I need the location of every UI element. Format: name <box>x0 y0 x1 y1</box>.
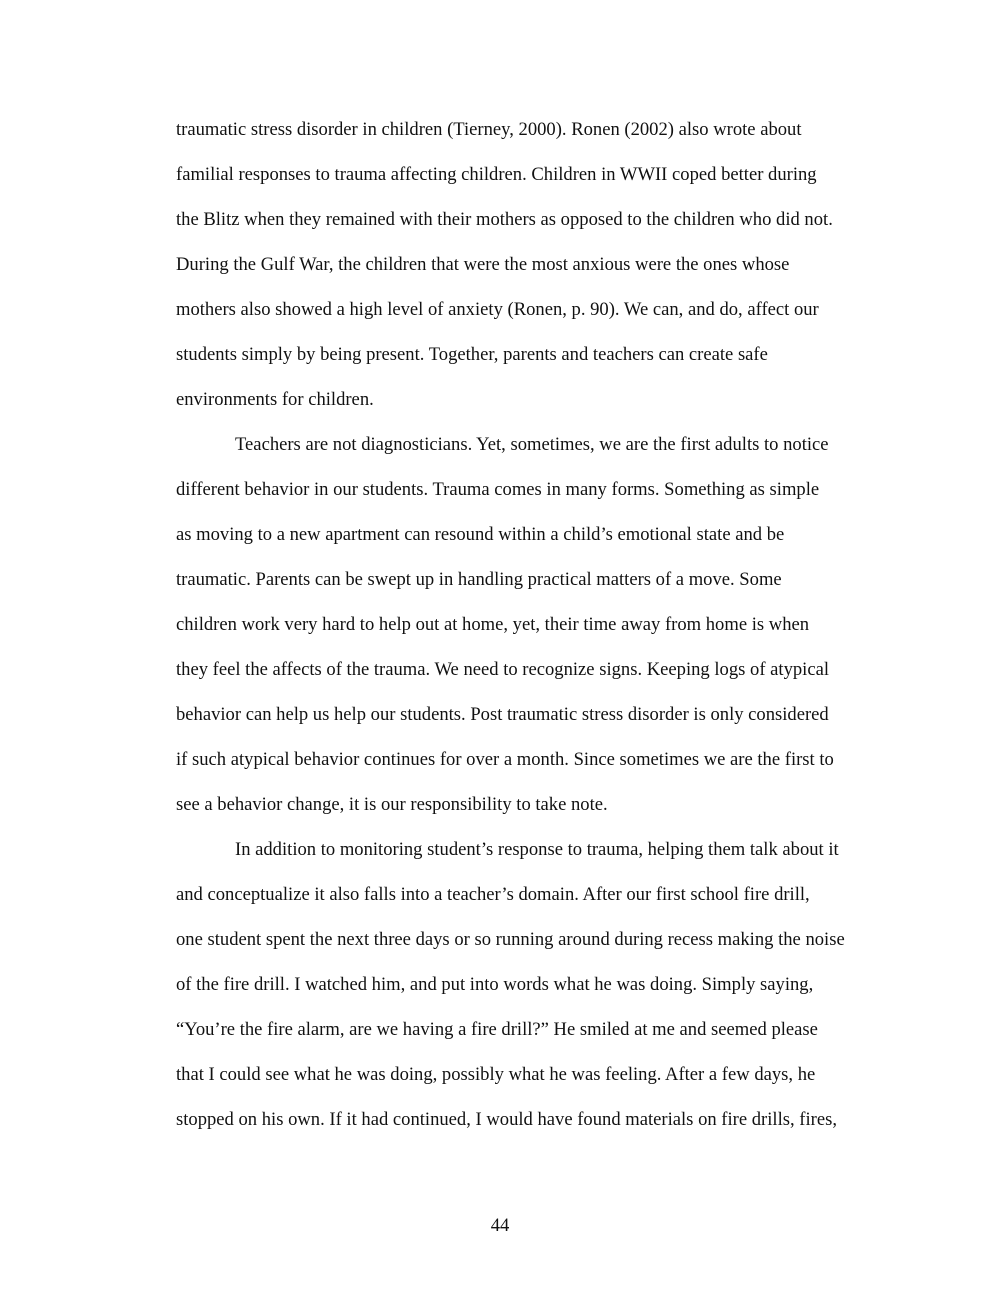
text-line: and conceptualize it also falls into a teacher’s domain. After our first school fire drill, <box>176 884 810 905</box>
text-line: different behavior in our students. Trauma comes in many forms. Something as simple <box>176 479 820 500</box>
text-line: traumatic. Parents can be swept up in handling practical matters of a move. Some <box>176 569 782 590</box>
text-line: they feel the affects of the trauma. We need to recognize signs. Keeping logs of atypical <box>176 659 830 680</box>
text-line: stopped on his own. If it had continued, I would have found materials on fire drills, fires, <box>176 1109 837 1130</box>
text-line: mothers also showed a high level of anxiety (Ronen, p. 90). We can, and do, affect our <box>176 299 819 320</box>
text-line: traumatic stress disorder in children (Tierney, 2000). Ronen (2002) also wrote about <box>176 119 802 140</box>
text-line: of the fire drill. I watched him, and put into words what he was doing. Simply saying, <box>176 974 814 995</box>
text-line: see a behavior change, it is our responsibility to take note. <box>176 794 608 815</box>
text-line: behavior can help us help our students. Post traumatic stress disorder is only considered <box>176 704 829 725</box>
text-line: if such atypical behavior continues for over a month. Since sometimes we are the first to <box>176 749 834 770</box>
text-line: “You’re the fire alarm, are we having a fire drill?” He smiled at me and seemed please <box>176 1019 818 1040</box>
text-line: that I could see what he was doing, possibly what he was feeling. After a few days, he <box>176 1064 816 1085</box>
page-number: 44 <box>490 1215 510 1236</box>
text-line: Teachers are not diagnosticians. Yet, sometimes, we are the first adults to notice <box>235 434 829 455</box>
text-line: During the Gulf War, the children that were the most anxious were the ones whose <box>176 254 790 275</box>
text-line: one student spent the next three days or so running around during recess making the noise <box>176 929 845 950</box>
text-line: the Blitz when they remained with their mothers as opposed to the children who did not. <box>176 209 833 230</box>
text-line: children work very hard to help out at home, yet, their time away from home is when <box>176 614 810 635</box>
text-line: environments for children. <box>176 389 374 410</box>
text-line: students simply by being present. Together, parents and teachers can create safe <box>176 344 768 365</box>
text-line: as moving to a new apartment can resound within a child’s emotional state and be <box>176 524 785 545</box>
text-line: familial responses to trauma affecting children. Children in WWII coped better during <box>176 164 817 185</box>
text-line: In addition to monitoring student’s response to trauma, helping them talk about it <box>235 839 839 860</box>
